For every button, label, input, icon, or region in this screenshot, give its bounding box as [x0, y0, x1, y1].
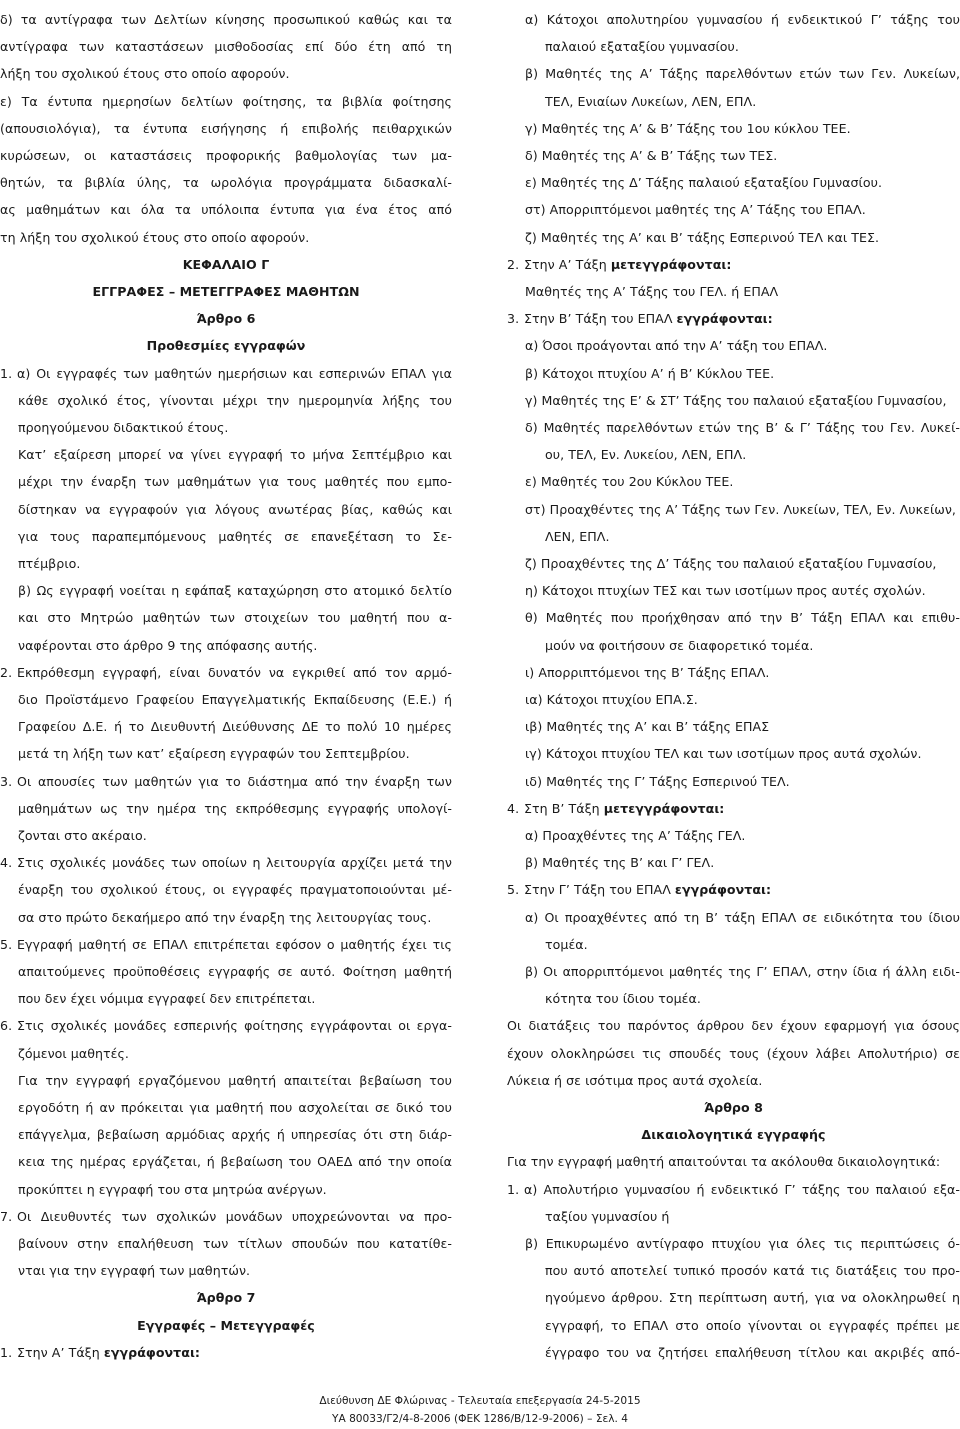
right-text-line — [507, 1312, 960, 1339]
right-text-line — [507, 632, 960, 659]
left-text-line — [0, 849, 452, 876]
line-text: α) Οι εγγραφές των μαθητών ημερήσιων και εσπερινών ΕΠΑΛ για — [17, 365, 452, 381]
line-text: Λύκεια ή σε ισότιμα προς αυτά σχολεία. — [507, 1072, 763, 1088]
item-number: 1. — [0, 365, 13, 381]
line-text: ζ) Μαθητές της Α’ και Β’ τάξης Εσπερινού ΤΕΛ και ΤΕΣ. — [525, 229, 880, 245]
left-text-line — [0, 1094, 452, 1121]
right-text-line — [507, 550, 960, 577]
line-text: έχουν ολοκληρώσει τις σπουδές τους (έχουν λάβει Απολυτήριο) σε — [507, 1045, 960, 1061]
line-text: κότητα του ίδιου τομέα. — [545, 991, 701, 1007]
line-text: αντίγραφα των καταστάσεων μισθοδοσίας επί δύο έτη από τη — [0, 39, 452, 55]
line-text: που δεν έχει νόμιμα εγγραφεί δεν επιτρέπεται. — [18, 991, 316, 1007]
line-text: Οι Διευθυντές των σχολικών μονάδων υποχρεώνονται να προ- — [17, 1208, 452, 1224]
right-text-line — [507, 1012, 960, 1039]
right-text-line — [507, 686, 960, 713]
right-text-line — [507, 822, 960, 849]
footer-reference: ΥΑ 80033/Γ2/4-8-2006 (ΦΕΚ 1286/Β/12-9-2006) – Σελ. 4 — [331, 1413, 629, 1425]
line-text: Εγγραφές – Μετεγγραφές — [137, 1317, 315, 1333]
line-text: ταξίου γυμνασίου ή — [545, 1208, 670, 1224]
right-text-line — [507, 88, 960, 115]
right-text-line — [507, 1040, 960, 1067]
line-text: Για την εγγραφή εργαζόμενου μαθητή απαιτείται βεβαίωση του — [18, 1072, 452, 1088]
right-text-line — [507, 768, 960, 795]
line-text: παλαιού εξαταξίου γυμνασίου. — [545, 39, 739, 55]
line-text: Άρθρο 7 — [196, 1290, 256, 1306]
left-text-line — [0, 604, 452, 631]
line-text: ΤΕΛ, Ενιαίων Λυκείων, ΛΕΝ, ΕΠΛ. — [545, 93, 757, 109]
right-text-line — [507, 251, 960, 278]
line-text: Άρθρο 8 — [704, 1100, 763, 1115]
left-heading — [0, 332, 452, 359]
right-text-line — [507, 1257, 960, 1284]
left-text-line — [0, 1012, 452, 1039]
line-text: στ) Απορριπτόμενοι μαθητές της Α’ Τάξης του ΕΠΑΛ. — [525, 202, 866, 218]
line-text: ας μαθημάτων και όλα τα υπόλοιπα έντυπα για ένα έτος από — [0, 202, 452, 218]
right-text-line — [507, 604, 960, 631]
line-text: κάθε σχολικό έτος, γίνονται μέχρι την ημερομηνία λήξης του — [18, 392, 452, 408]
left-text-line — [0, 550, 452, 577]
line-text: η) Κάτοχοι πτυχίων ΤΕΣ και των ισοτίμων προς αυτές σχολών. — [525, 583, 926, 599]
right-text-line — [507, 169, 960, 196]
right-text-line — [507, 468, 960, 495]
line-text: ΕΓΓΡΑΦΕΣ – ΜΕΤΕΓΓΡΑΦΕΣ ΜΑΘΗΤΩΝ — [92, 284, 360, 299]
left-text-line — [0, 360, 452, 387]
left-text-line — [0, 931, 452, 958]
line-text: Στην Α’ Τάξη — [17, 1344, 104, 1360]
left-text-line — [0, 224, 452, 251]
line-text: α) Κάτοχοι απολυτηρίου γυμνασίου ή ενδεικτικού Γ’ τάξης του — [525, 12, 960, 27]
left-text-line — [0, 822, 452, 849]
line-text: και στο Μητρώο μαθητών των στοιχείων του μαθητή που α- — [18, 610, 452, 626]
line-text: γ) Μαθητές της Α’ & Β’ Τάξης του 1ου κύκλου ΤΕΕ. — [525, 120, 851, 136]
left-heading — [0, 278, 452, 305]
item-number: 2. — [507, 256, 520, 272]
line-text: Εκπρόθεσμη εγγραφή, είναι δυνατόν να εγκριθεί από τον αρμό- — [17, 664, 452, 680]
left-text-line — [0, 659, 452, 686]
line-text: στ) Προαχθέντες της Α’ Τάξης των Γεν. Λυκείων, ΤΕΛ, Εν. Λυκείων, — [525, 501, 956, 517]
line-text: προκύπτει η εγγραφή του στα μητρώα ανέργων. — [18, 1181, 327, 1197]
line-text: ιβ) Μαθητές της Α’ και Β’ τάξης ΕΠΑΣ — [525, 719, 770, 735]
line-text: Στις σχολικές μονάδες των οποίων η λειτουργία αρχίζει μετά την — [17, 855, 452, 871]
line-text: β) Οι απορριπτόμενοι μαθητές της Γ’ ΕΠΑΛ, στην ίδια ή άλλη ειδι- — [525, 964, 960, 979]
right-text-line — [507, 849, 960, 876]
line-text: Στις σχολικές μονάδες εσπερινής φοίτησης εγγράφονται οι εργα- — [17, 1018, 452, 1034]
line-text: δ) Μαθητές της Α’ & Β’ Τάξης των ΤΕΣ. — [525, 148, 778, 163]
line-text: απαιτούμενες προϋποθέσεις εγγραφής σε αυτό. Φοίτηση μαθητή — [18, 964, 452, 979]
line-text: α) Οι προαχθέντες από τη Β’ τάξη ΕΠΑΛ σε ειδικότητα του ίδιου — [525, 909, 960, 925]
left-heading — [0, 251, 452, 278]
left-text-line — [0, 496, 452, 523]
right-text-line — [507, 1067, 960, 1094]
line-text: προηγούμενου διδακτικού έτους. — [18, 420, 229, 435]
left-text-line — [0, 441, 452, 468]
item-number: 4. — [507, 800, 520, 816]
line-text: για τους παραπεμπόμενους μαθητές σε επανεξέταση το Σε- — [18, 528, 452, 544]
item-number: 4. — [0, 855, 13, 871]
line-text: ιδ) Μαθητές της Γ’ Τάξης Εσπερινού ΤΕΛ. — [525, 773, 790, 789]
line-text: ε) Μαθητές του 2ου Κύκλου ΤΕΕ. — [525, 474, 734, 490]
line-text: ζονται στο ακέραιο. — [18, 828, 147, 843]
left-text-line — [0, 1176, 452, 1203]
left-text-line — [0, 1203, 452, 1230]
left-heading — [0, 305, 452, 332]
left-text-line — [0, 1040, 452, 1067]
line-text: β) Κάτοχοι πτυχίου Α’ ή Β’ Κύκλου ΤΕΕ. — [525, 365, 775, 381]
right-text-line — [507, 1148, 960, 1175]
left-text-line — [0, 1230, 452, 1257]
right-text-line — [507, 1339, 960, 1366]
right-text-line — [507, 278, 960, 305]
item-number: 7. — [0, 1208, 13, 1224]
left-text-line — [0, 686, 452, 713]
right-text-line — [507, 577, 960, 604]
left-text-line — [0, 169, 452, 196]
line-text: εγγραφή, το ΕΠΑΛ στο οποίο γίνονται οι εγγραφές πρέπει με — [545, 1317, 960, 1333]
left-text-line — [0, 387, 452, 414]
right-heading — [507, 1094, 960, 1121]
left-text-line — [0, 632, 452, 659]
right-text-line — [507, 740, 960, 767]
line-text: β) Μαθητές της Α’ Τάξης παρελθόντων ετών των Γεν. Λυκείων, — [525, 66, 960, 82]
line-text: Στη Β’ Τάξη — [524, 800, 604, 816]
left-text-line — [0, 985, 452, 1012]
left-text-line — [0, 523, 452, 550]
line-text: α) Απολυτήριο γυμνασίου ή ενδεικτικό Γ’ τάξης του παλαιού εξα- — [524, 1181, 960, 1197]
line-text: ου, ΤΕΛ, Εν. Λυκείου, ΛΕΝ, ΕΠΛ. — [545, 447, 747, 463]
right-text-line — [507, 60, 960, 87]
line-text: ι) Απορριπτόμενοι της Β’ Τάξης ΕΠΑΛ. — [525, 664, 770, 680]
right-text-line — [507, 713, 960, 740]
line-text: δ) τα αντίγραφα των Δελτίων κίνησης προσωπικού καθώς και τα — [0, 12, 452, 27]
left-text-line — [0, 196, 452, 223]
line-text: κυρώσεων, οι καταστάσεις προφορικής βαθμολογίας των μα- — [0, 148, 452, 163]
left-text-line — [0, 6, 452, 33]
line-text: γ) Μαθητές της Ε’ & ΣΤ’ Τάξης του παλαιού εξαταξίου Γυμνασίου, — [525, 392, 947, 408]
item-number: 5. — [0, 936, 13, 952]
left-text-line — [0, 142, 452, 169]
left-text-line — [0, 88, 452, 115]
line-text: διο Προϊστάμενο Γραφείου Επαγγελματικής Εκπαίδευσης (Ε.Ε.) ή — [18, 692, 452, 707]
line-text: δ) Μαθητές παρελθόντων ετών της Β’ & Γ’ Τάξης του Γεν. Λυκεί- — [525, 420, 960, 435]
line-text: ε) Μαθητές της Δ’ Τάξης παλαιού εξαταξίου Γυμνασίου. — [525, 175, 883, 191]
left-text-line — [0, 958, 452, 985]
line-text: ιγ) Κάτοχοι πτυχίου ΤΕΛ και των ισοτίμων προς αυτά σχολών. — [525, 746, 922, 762]
right-text-line — [507, 876, 960, 903]
right-text-line — [507, 360, 960, 387]
right-text-line — [507, 904, 960, 931]
line-text: κεια της ημέρας εργάζεται, ή βεβαίωση του ΟΑΕΔ από την οποία — [18, 1154, 452, 1170]
left-text-line — [0, 115, 452, 142]
line-text: β) Επικυρωμένο αντίγραφο πτυχίου για όλες τις περιπτώσεις ό- — [525, 1236, 960, 1251]
right-text-line — [507, 1203, 960, 1230]
line-text: Προθεσμίες εγγραφών — [146, 338, 306, 354]
bold-keyword: εγγράφονται: — [103, 1344, 200, 1360]
right-text-line — [507, 224, 960, 251]
line-text: ζόμενοι μαθητές. — [18, 1045, 129, 1061]
right-text-line — [507, 414, 960, 441]
bold-keyword: μετεγγράφονται: — [603, 800, 725, 816]
right-text-line — [507, 305, 960, 332]
line-text: μούν να φοιτήσουν σε διαφορετικό τομέα. — [545, 637, 814, 653]
line-text: μετά τη λήξη των κατ’ εξαίρεση εγγραφών του Σεπτεμβρίου. — [18, 746, 410, 762]
line-text: Οι απουσίες των μαθητών για το διάστημα από την έναρξη των — [17, 773, 452, 789]
right-text-line — [507, 332, 960, 359]
right-text-line — [507, 496, 960, 523]
left-heading — [0, 1312, 452, 1339]
item-number: 6. — [0, 1018, 13, 1034]
left-text-line — [0, 713, 452, 740]
line-text: (απουσιολόγια), τα έντυπα εισήγησης ή επιβολής πειθαρχικών — [0, 120, 452, 136]
line-text: εργοδότη ή αν πρόκειται για μαθητή που ασχολείται σε δικό του — [18, 1100, 452, 1115]
right-text-line — [507, 33, 960, 60]
line-text: τη λήξη του σχολικού έτους στο οποίο αφορούν. — [0, 229, 310, 245]
line-text: ναφέρονται στο άρθρο 9 της απόφασης αυτής. — [18, 637, 318, 653]
item-number: 3. — [507, 311, 520, 327]
item-number: 2. — [0, 664, 13, 680]
line-text: Οι διατάξεις του παρόντος άρθρου δεν έχουν εφαρμογή για όσους — [507, 1018, 960, 1034]
left-text-line — [0, 795, 452, 822]
item-number: 1. — [507, 1181, 520, 1197]
left-text-line — [0, 60, 452, 87]
line-text: Εγγραφή μαθητή σε ΕΠΑΛ επιτρέπεται εφόσον ο μαθητής έχει τις — [17, 936, 452, 952]
line-text: β) Μαθητές της Β’ και Γ’ ΓΕΛ. — [525, 855, 715, 871]
line-text: δίστηκαν να εγγραφούν για λόγους ανωτέρας βίας, καθώς και — [18, 501, 452, 517]
line-text: Κατ’ εξαίρεση μπορεί να γίνει εγγραφή το μήνα Σεπτέμβριο και — [18, 447, 452, 463]
bold-keyword: μετεγγράφονται: — [610, 256, 732, 272]
left-text-line — [0, 1121, 452, 1148]
line-text: Γραφείου Δ.Ε. ή το Διευθυντή Διεύθυνσης ΔΕ το πολύ 10 ημέρες — [18, 719, 452, 735]
line-text: Στην Β’ Τάξη του ΕΠΑΛ — [524, 311, 677, 327]
right-text-line — [507, 387, 960, 414]
line-text: Άρθρο 6 — [196, 311, 256, 327]
line-text: β) Ως εγγραφή νοείται η εφάπαξ καταχώρηση στο ατομικό δελτίο — [18, 583, 452, 599]
line-text: Στην Γ’ Τάξη του ΕΠΑΛ — [524, 882, 675, 898]
right-text-line — [507, 523, 960, 550]
right-text-line — [507, 659, 960, 686]
line-text: μαθημάτων ως την ημέρα της εκπρόθεσμης εγγραφής υπολογί- — [18, 800, 452, 816]
line-text: πτέμβριο. — [18, 556, 81, 571]
line-text: ζ) Προαχθέντες της Δ’ Τάξης του παλαιού εξαταξίου Γυμνασίου, — [525, 556, 937, 571]
line-text: θητών, τα βιβλία ύλης, τα ωρολόγια προγράμματα διδασκαλί- — [0, 175, 452, 191]
line-text: Μαθητές της Α’ Τάξης του ΓΕΛ. ή ΕΠΑΛ — [525, 284, 779, 299]
right-text-line — [507, 1230, 960, 1257]
line-text: βαίνουν στην επαλήθευση των τίτλων σπουδών που κατατίθε- — [18, 1236, 452, 1251]
left-text-line — [0, 1067, 452, 1094]
line-text: α) Όσοι προάγονται από την Α’ τάξη του ΕΠΑΛ. — [525, 338, 828, 354]
left-text-line — [0, 768, 452, 795]
line-text: έναρξη του σχολικού έτους, οι εγγραφές πραγματοποιούνται μέ- — [18, 882, 452, 898]
left-text-line — [0, 577, 452, 604]
right-text-line — [507, 1176, 960, 1203]
footer-department: Διεύθυνση ΔΕ Φλώρινας - Τελευταία επεξεργασία 24-5-2015 — [319, 1395, 641, 1407]
item-number: 3. — [0, 773, 13, 789]
left-text-line — [0, 414, 452, 441]
line-text: Για την εγγραφή μαθητή απαιτούνται τα ακόλουθα δικαιολογητικά: — [507, 1154, 941, 1170]
line-text: μέχρι την έναρξη των μαθημάτων για τους μαθητές που εμπο- — [18, 474, 452, 490]
line-text: Δικαιολογητικά εγγραφής — [641, 1127, 826, 1143]
line-text: α) Προαχθέντες της Α’ Τάξης ΓΕΛ. — [525, 828, 746, 843]
left-text-line — [0, 1339, 452, 1366]
right-text-line — [507, 142, 960, 169]
left-text-line — [0, 468, 452, 495]
right-heading — [507, 1121, 960, 1148]
line-text: σα στο πρώτο δεκαήμερο από την έναρξη της λειτουργίας τους. — [18, 909, 432, 925]
right-text-line — [507, 958, 960, 985]
line-text: θ) Μαθητές που προήχθησαν από την Β’ Τάξη ΕΠΑΛ και επιθυ- — [525, 610, 960, 626]
line-text: ε) Τα έντυπα ημερησίων δελτίων φοίτησης, τα βιβλία φοίτησης — [0, 93, 452, 109]
line-text: νται για την εγγραφή των μαθητών. — [18, 1263, 251, 1279]
line-text: έγγραφο του να ζητήσει επαλήθευση τίτλου και ακριβές από- — [545, 1344, 960, 1360]
right-text-line — [507, 1284, 960, 1311]
right-text-line — [507, 931, 960, 958]
bold-keyword: εγγράφονται: — [674, 882, 772, 898]
line-text: ΛΕΝ, ΕΠΛ. — [545, 528, 610, 544]
left-text-line — [0, 1148, 452, 1175]
right-text-line — [507, 196, 960, 223]
item-number: 5. — [507, 882, 520, 898]
left-text-line — [0, 1257, 452, 1284]
left-text-line — [0, 876, 452, 903]
line-text: επάγγελμα, βεβαίωση αρμόδιας αρχής ή υπηρεσίας ότι στη διάρ- — [18, 1127, 452, 1143]
line-text: Στην Α’ Τάξη — [524, 256, 611, 272]
left-text-line — [0, 740, 452, 767]
line-text: λήξη του σχολικού έτους στο οποίο αφορούν. — [0, 66, 290, 82]
line-text: τομέα. — [545, 936, 588, 952]
line-text: ια) Κάτοχοι πτυχίου ΕΠΑ.Σ. — [525, 692, 698, 707]
line-text: που αυτό αποτελεί τυπικό προσόν κατά τις διατάξεις του προ- — [545, 1263, 960, 1279]
left-heading — [0, 1284, 452, 1311]
left-text-line — [0, 33, 452, 60]
right-text-line — [507, 795, 960, 822]
right-text-line — [507, 6, 960, 33]
bold-keyword: εγγράφονται: — [676, 311, 773, 327]
item-number: 1. — [0, 1344, 13, 1360]
left-text-line — [0, 904, 452, 931]
right-text-line — [507, 985, 960, 1012]
right-text-line — [507, 115, 960, 142]
right-text-line — [507, 441, 960, 468]
line-text: ΚΕΦΑΛΑΙΟ Γ — [182, 256, 270, 272]
line-text: ηγούμενο άρθρου. Στη περίπτωση αυτή, για να ολοκληρωθεί η — [545, 1290, 960, 1306]
